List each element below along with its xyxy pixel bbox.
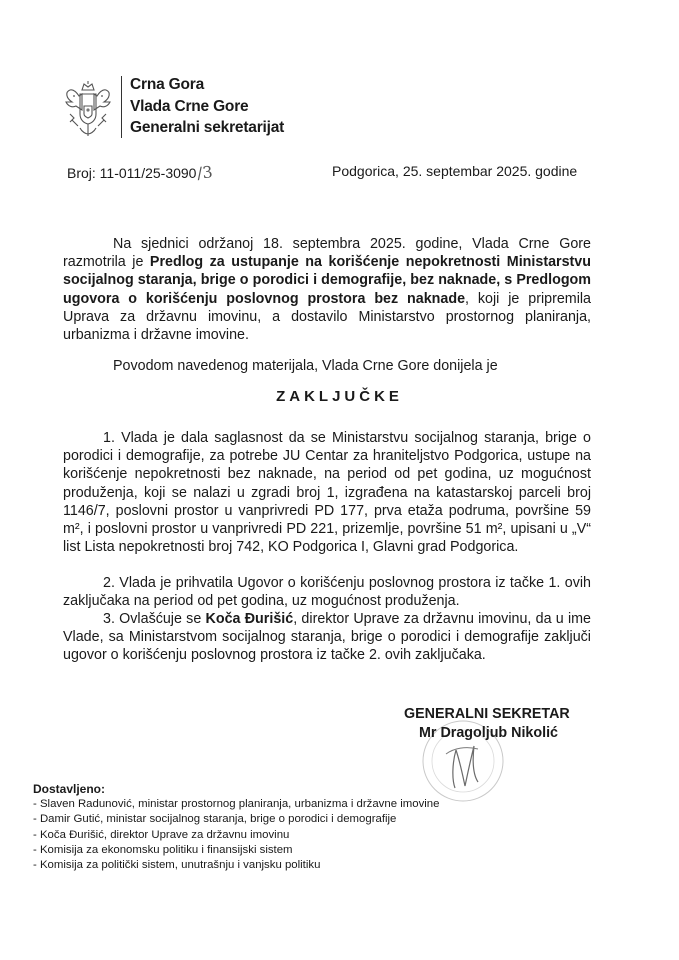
coat-of-arms-icon xyxy=(62,80,114,138)
header-divider xyxy=(121,76,122,138)
institution-header xyxy=(130,74,284,139)
list-item: - Komisija za ekonomsku politiku i finansijski sistem xyxy=(33,843,293,856)
conclusion-3-start: 3. Ovlašćuje se xyxy=(103,611,206,627)
handwritten-suffix: /3 xyxy=(196,162,214,183)
intro-text-start: Na sjednici održanoj 18. septembra 2025. godine, Vlada Crne Gore razmotrila je xyxy=(63,236,591,271)
list-item: - Koča Đurišić, direktor Uprave za državnu imovinu xyxy=(33,828,290,841)
conclusion-1: 1. Vlada je dala saglasnost da se Ministarstvu socijalnog staranja, brige o porodici i demografije, za potrebe JU Centar za hraniteljstvo Podgorica, ustupe na korišćenje nepokretnosti bez naknade, na period od pet godina, uz mogućnost produženja, koji se nalazi u zgradi broj 1, izgrađena na katastarskoj parceli broj 1146/7, poslovni prostor u vanprivredi PD 177, prva etaža podruma, površine 59 m², i poslovni prostor u vanprivredi PD 221, prizemlje, površine 51 m², upisani u „V“ list Lista nepokretnosti broj 742, KO Podgorica I, Glavni grad Podgorica. xyxy=(63,430,591,556)
header-secretariat: Generalni sekretarijat xyxy=(130,119,285,136)
reference-number xyxy=(67,163,213,182)
authorized-person: Koča Đurišić xyxy=(205,611,294,627)
header-country: Crna Gora xyxy=(130,76,204,93)
conclusion-2: 2. Vlada je prihvatila Ugovor o korišćenju poslovnog prostora iz tačke 1. ovih zaključaka na period od pet godina, uz mogućnost produženja. xyxy=(63,575,591,610)
document-date: Podgorica, 25. septembar 2025. godine xyxy=(332,163,578,179)
distribution-title: Dostavljeno: xyxy=(33,782,106,796)
signatory-name: Mr Dragoljub Nikolić xyxy=(419,725,559,741)
header-government: Vlada Crne Gore xyxy=(130,97,249,115)
intro-text-end: , koji je pripremila Uprava za državnu imovinu, a dostavilo Ministarstvo prostornog planiranja, urbanizma i državne imovine. xyxy=(63,290,592,344)
distribution-list xyxy=(33,797,439,873)
list-item: - Damir Gutić, ministar socijalnog staranja, brige o porodici i demografije xyxy=(33,813,397,826)
conclusions-title: ZAKLJUČKE xyxy=(276,388,403,405)
list-item: - Slaven Radunović, ministar prostornog planiranja, urbanizma i državne imovine xyxy=(33,798,440,810)
list-item: - Komisija za politički sistem, unutrašnju i vanjsku politiku xyxy=(33,859,321,872)
conclusion-3-end: , direktor Uprave za državnu imovinu, da u ime Vlade, sa Ministarstvom socijalnog staranja, brige o porodici i demografije zaključi ugovor o korišćenju poslovnog prostora iz tačke 2. ovih zaključaka. xyxy=(63,611,591,664)
decision-intro: Povodom navedenog materijala, Vlada Crne Gore donijela je xyxy=(113,358,498,374)
signatory-title: GENERALNI SEKRETAR xyxy=(404,706,570,722)
intro-proposal-title: Predlog za ustupanje na korišćenje nepokretnosti Ministarstvu socijalnog staranja, brige o porodici i demografije, bez naknade, s Predlogom ugovora o korišćenju poslovnog prostora bez naknade xyxy=(63,254,591,307)
reference-number-text: Broj: 11-011/25-3090 xyxy=(67,165,197,181)
conclusion-3 xyxy=(63,610,591,665)
intro-paragraph xyxy=(63,235,591,344)
